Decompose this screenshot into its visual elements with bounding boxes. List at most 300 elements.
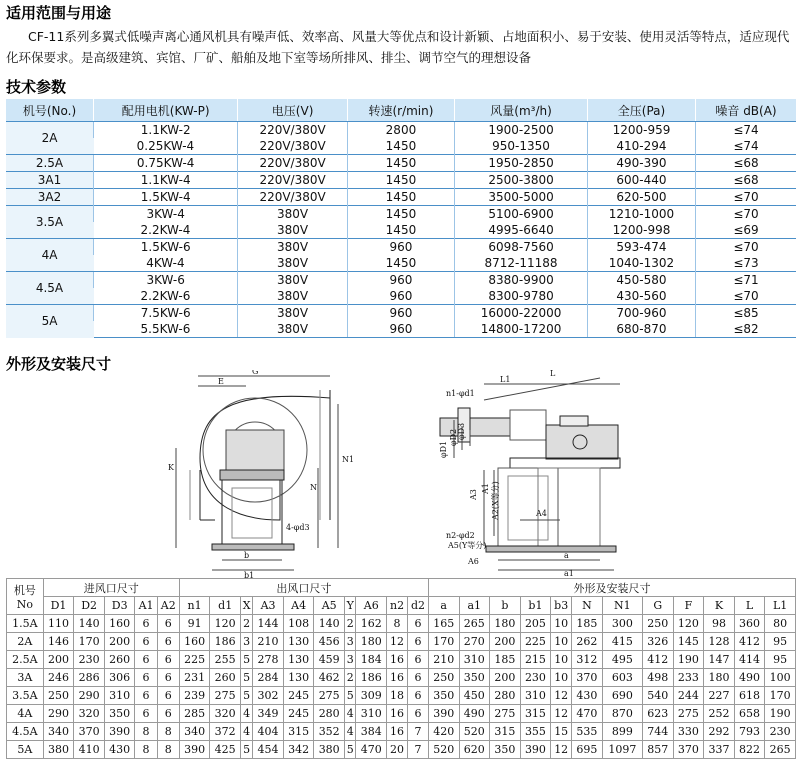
dim-cell: 91 [179, 615, 210, 633]
dim-cell: 744 [643, 723, 674, 741]
dim-cell: 430 [104, 741, 135, 759]
spec-cell: 1200-998 [587, 222, 695, 239]
dim-cell: 390 [520, 741, 551, 759]
dim-cell: 250 [43, 687, 74, 705]
spec-cell: 3KW-6 [94, 272, 238, 289]
dim-cell: 310 [356, 705, 387, 723]
dim-column-cell: a [428, 597, 459, 615]
dim-cell: 3 [344, 651, 355, 669]
spec-cell: 5.5KW-6 [94, 321, 238, 338]
spec-model-cell: 2A [6, 122, 94, 155]
spec-row [6, 122, 796, 139]
spec-cell: ≤70 [696, 288, 797, 305]
dim-cell: 315 [283, 723, 314, 741]
spec-cell: 1200-959 [587, 122, 695, 139]
spec-cell: ≤82 [696, 321, 797, 338]
label-b: b [244, 551, 250, 560]
spec-cell: 410-294 [587, 138, 695, 155]
dim-cell: 326 [643, 633, 674, 651]
dim-column-header [7, 597, 796, 615]
dim-column-cell: D3 [104, 597, 135, 615]
dim-cell: 8 [157, 741, 179, 759]
dim-inlet-header: 进风口尺寸 [43, 579, 179, 597]
spec-table-body [6, 122, 796, 338]
dim-cell: 302 [253, 687, 284, 705]
spec-cell: 380V [238, 206, 347, 223]
dim-cell: 245 [283, 705, 314, 723]
dim-cell: 210 [253, 633, 284, 651]
dim-cell: 309 [356, 687, 387, 705]
dim-cell: 95 [765, 633, 796, 651]
dim-cell: 658 [734, 705, 765, 723]
spec-cell: 14800-17200 [455, 321, 588, 338]
label-a: a [564, 551, 569, 560]
spec-cell: ≤70 [696, 189, 797, 206]
dim-cell: 618 [734, 687, 765, 705]
dim-cell: 286 [74, 669, 105, 687]
dim-cell: 244 [673, 687, 704, 705]
spec-cell: ≤74 [696, 122, 797, 139]
dim-column-cell: A1 [135, 597, 157, 615]
dim-cell: 4 [240, 705, 252, 723]
dim-cell: 320 [210, 705, 241, 723]
dim-cell: 2A [7, 633, 44, 651]
dim-cell: 6 [408, 615, 429, 633]
spec-cell: 220V/380V [238, 122, 347, 139]
dim-cell: 6 [135, 633, 157, 651]
dim-cell: 899 [602, 723, 642, 741]
dim-cell: 108 [283, 615, 314, 633]
spec-cell: 1450 [347, 172, 454, 189]
label-E: E [218, 377, 224, 386]
dim-column-cell: A5 [314, 597, 345, 615]
dim-cell: 16 [387, 705, 408, 723]
dim-cell: 180 [356, 633, 387, 651]
dim-cell: 490 [459, 705, 490, 723]
dim-cell: 337 [704, 741, 735, 759]
dim-cell: 410 [74, 741, 105, 759]
dim-cell: 6 [135, 687, 157, 705]
spec-cell: 380V [238, 222, 347, 239]
dim-cell: 6 [135, 651, 157, 669]
specs-title: 技术参数 [6, 78, 67, 96]
label-N: N [310, 483, 317, 492]
dim-cell: 310 [104, 687, 135, 705]
dim-cell: 170 [74, 633, 105, 651]
dim-cell: 535 [572, 723, 603, 741]
label-D3: φD3 [457, 422, 466, 440]
spec-row [6, 239, 796, 256]
dim-cell: 265 [459, 615, 490, 633]
spec-cell: 1210-1000 [587, 206, 695, 223]
dim-cell: 5 [240, 651, 252, 669]
label-A1: A1 [481, 483, 490, 494]
dim-cell: 3A [7, 669, 44, 687]
spec-cell: 4995-6640 [455, 222, 588, 239]
dim-cell: 130 [283, 669, 314, 687]
dim-cell: 5 [240, 669, 252, 687]
spec-row [6, 255, 796, 272]
dim-cell: 292 [704, 723, 735, 741]
dim-column-cell: A6 [356, 597, 387, 615]
label-L1: L1 [500, 375, 511, 384]
dim-cell: 6 [408, 687, 429, 705]
dim-cell: 16 [387, 669, 408, 687]
dim-column-cell: D2 [74, 597, 105, 615]
dim-cell: 6 [157, 651, 179, 669]
dim-cell: 412 [643, 651, 674, 669]
dim-cell: 8 [387, 615, 408, 633]
dim-cell: 3 [240, 633, 252, 651]
dim-column-cell: X [240, 597, 252, 615]
dim-cell: 16 [387, 723, 408, 741]
spec-cell: 2.2KW-4 [140, 222, 191, 237]
dim-cell: 225 [520, 633, 551, 651]
label-N1: N1 [342, 455, 355, 464]
dim-cell: 355 [520, 723, 551, 741]
spec-header-cell: 全压(Pa) [587, 99, 695, 122]
dim-cell: 100 [765, 669, 796, 687]
spec-cell: 8380-9900 [455, 272, 588, 289]
dim-cell: 230 [520, 669, 551, 687]
dim-cell: 315 [490, 723, 521, 741]
spec-cell: 2.2KW-6 [140, 288, 191, 303]
dim-cell: 285 [179, 705, 210, 723]
dim-cell: 20 [387, 741, 408, 759]
dim-cell: 6 [408, 633, 429, 651]
spec-model-cell: 4A [6, 239, 94, 272]
dim-column-cell: A2 [157, 597, 179, 615]
dim-row [7, 705, 796, 723]
dim-cell: 300 [602, 615, 642, 633]
dim-cell: 6 [157, 669, 179, 687]
dim-cell: 470 [572, 705, 603, 723]
spec-cell: 960 [347, 305, 454, 322]
dim-cell: 250 [428, 669, 459, 687]
dim-cell: 4.5A [7, 723, 44, 741]
spec-model-cell: 4.5A [6, 272, 94, 305]
dim-column-cell: L1 [765, 597, 796, 615]
dim-cell: 190 [765, 705, 796, 723]
spec-cell: ≤73 [696, 255, 797, 272]
label-b1: b1 [244, 571, 255, 578]
dim-row [7, 633, 796, 651]
dim-cell: 420 [428, 723, 459, 741]
dim-cell: 425 [210, 741, 241, 759]
spec-cell: ≤71 [696, 272, 797, 289]
dim-cell: 10 [551, 633, 572, 651]
spec-cell: 1450 [347, 138, 454, 155]
dim-cell: 98 [704, 615, 735, 633]
dim-cell: 4 [240, 723, 252, 741]
spec-cell: 220V/380V [238, 138, 347, 155]
spec-cell: ≤68 [696, 172, 797, 189]
dim-cell: 6 [135, 669, 157, 687]
dim-cell: 1.5A [7, 615, 44, 633]
dim-cell: 140 [314, 615, 345, 633]
spec-row [6, 288, 796, 305]
dim-cell: 200 [490, 669, 521, 687]
dim-cell: 2.5A [7, 651, 44, 669]
dim-row [7, 669, 796, 687]
spec-cell: 1450 [347, 155, 454, 172]
label-G: G [252, 370, 259, 376]
dim-cell: 262 [572, 633, 603, 651]
spec-header-cell: 噪音 dB(A) [696, 99, 797, 122]
label-L: L [550, 370, 556, 378]
spec-cell: 2500-3800 [455, 172, 588, 189]
dim-cell: 205 [520, 615, 551, 633]
dim-row [7, 615, 796, 633]
dimension-table [6, 578, 796, 759]
dim-cell: 414 [734, 651, 765, 669]
dim-cell: 4 [344, 705, 355, 723]
dim-cell: 2 [344, 615, 355, 633]
spec-cell: 380V [238, 321, 347, 338]
spec-cell: 960 [347, 239, 454, 256]
spec-cell: 1450 [347, 255, 454, 272]
dim-column-cell: b1 [520, 597, 551, 615]
dim-cell: 290 [74, 687, 105, 705]
dim-cell: 18 [387, 687, 408, 705]
dim-cell: 210 [428, 651, 459, 669]
spec-row [6, 222, 796, 239]
dim-cell: 185 [490, 651, 521, 669]
spec-cell: 380V [238, 305, 347, 322]
dim-column-cell: D1 [43, 597, 74, 615]
dim-cell: 390 [428, 705, 459, 723]
spec-row [6, 138, 796, 155]
dim-outlet-header: 出风口尺寸 [179, 579, 428, 597]
dim-cell: 370 [673, 741, 704, 759]
dim-column-cell: d2 [408, 597, 429, 615]
spec-cell: 380V [238, 288, 347, 305]
spec-cell: 380V [238, 255, 347, 272]
dim-group-header [7, 579, 796, 597]
spec-header-cell: 电压(V) [238, 99, 347, 122]
dim-cell: 6 [135, 615, 157, 633]
spec-cell: 1.1KW-2 [94, 122, 238, 139]
dim-column-cell: b3 [551, 597, 572, 615]
dim-cell: 144 [253, 615, 284, 633]
dim-cell: 6 [408, 651, 429, 669]
label-A6: A6 [468, 557, 479, 566]
dim-cell: 390 [179, 741, 210, 759]
spec-cell: 380V [238, 239, 347, 256]
drawings-area [0, 370, 800, 578]
dim-cell: 6 [157, 687, 179, 705]
intro-paragraph: CF-11系列多翼式低噪声离心通风机具有噪声低、效率高、风量大等优点和设计新颖、占地面积小、易于安装、使用灵活等特点，适应现代化环保要求。是高级建筑、宾馆、厂矿、船舶及地下室等场所排风、排尘、调节空气的理想设备 [6, 29, 790, 65]
dim-cell: 306 [104, 669, 135, 687]
dim-cell: 170 [428, 633, 459, 651]
dim-cell: 7 [408, 723, 429, 741]
dim-cell: 110 [43, 615, 74, 633]
dim-cell: 12 [551, 687, 572, 705]
spec-cell: 1950-2850 [455, 155, 588, 172]
dim-cell: 6 [157, 705, 179, 723]
dim-install-header: 外形及安装尺寸 [428, 579, 795, 597]
dim-cell: 145 [673, 633, 704, 651]
dim-cell: 340 [179, 723, 210, 741]
dim-column-cell: n2 [387, 597, 408, 615]
dim-column-cell: A3 [253, 597, 284, 615]
dim-cell: 120 [210, 615, 241, 633]
spec-cell: ≤69 [696, 222, 797, 239]
dim-cell: 340 [43, 723, 74, 741]
dim-cell: 5 [240, 687, 252, 705]
spec-cell: 1450 [347, 206, 454, 223]
dim-cell: 275 [490, 705, 521, 723]
dim-model-header [7, 579, 44, 615]
dim-cell: 456 [314, 633, 345, 651]
dim-cell: 8 [135, 723, 157, 741]
dim-row [7, 651, 796, 669]
dim-row [7, 687, 796, 705]
dim-cell: 280 [314, 705, 345, 723]
dim-cell: 128 [704, 633, 735, 651]
spec-cell: 600-440 [587, 172, 695, 189]
dim-cell: 184 [356, 651, 387, 669]
spec-cell: ≤70 [696, 239, 797, 256]
dim-cell: 498 [643, 669, 674, 687]
spec-cell: 3KW-4 [94, 206, 238, 223]
dim-cell: 352 [314, 723, 345, 741]
spec-header-cell: 配用电机(KW-P) [94, 99, 238, 122]
dim-column-cell: a1 [459, 597, 490, 615]
dim-cell: 2 [240, 615, 252, 633]
label-D1: φD1 [439, 440, 448, 458]
dim-cell: 690 [602, 687, 642, 705]
dim-cell: 330 [673, 723, 704, 741]
dim-cell: 8 [135, 741, 157, 759]
spec-cell: 16000-22000 [455, 305, 588, 322]
dim-cell: 275 [314, 687, 345, 705]
dim-cell: 130 [283, 633, 314, 651]
dim-cell: 7 [408, 741, 429, 759]
dim-cell: 1097 [602, 741, 642, 759]
dim-cell: 270 [459, 633, 490, 651]
dim-cell: 140 [74, 615, 105, 633]
dim-cell: 255 [210, 651, 241, 669]
spec-cell: 220V/380V [238, 155, 347, 172]
dim-model-label: 机号 [13, 584, 36, 597]
dim-row [7, 741, 796, 759]
dim-cell: 5 [240, 741, 252, 759]
dim-cell: 5A [7, 741, 44, 759]
label-K: K [168, 463, 174, 472]
dim-cell: 520 [428, 741, 459, 759]
fan-front-view-drawing [0, 370, 800, 578]
dim-cell: 227 [704, 687, 735, 705]
dim-cell: 695 [572, 741, 603, 759]
dim-cell: 315 [520, 705, 551, 723]
dim-cell: 160 [179, 633, 210, 651]
spec-cell: ≤70 [696, 206, 797, 223]
dim-cell: 370 [74, 723, 105, 741]
dim-cell: 3.5A [7, 687, 44, 705]
dim-cell: 404 [253, 723, 284, 741]
spec-cell: 8300-9780 [455, 288, 588, 305]
dim-cell: 430 [572, 687, 603, 705]
dim-cell: 540 [643, 687, 674, 705]
dim-cell: 459 [314, 651, 345, 669]
dim-cell: 310 [520, 687, 551, 705]
dim-cell: 857 [643, 741, 674, 759]
spec-cell: 5100-6900 [455, 206, 588, 223]
dim-cell: 4 [344, 723, 355, 741]
spec-row [6, 305, 796, 322]
spec-cell: 8712-11188 [455, 255, 588, 272]
spec-model-cell: 3.5A [6, 206, 94, 239]
spec-cell: 680-870 [587, 321, 695, 338]
dim-cell: 250 [643, 615, 674, 633]
spec-row [6, 321, 796, 338]
dim-cell: 350 [428, 687, 459, 705]
label-n1-d1: n1-φd1 [446, 389, 475, 398]
dim-cell: 12 [551, 705, 572, 723]
dim-cell: 3 [344, 633, 355, 651]
dim-table-body [7, 615, 796, 759]
spec-table [6, 99, 796, 338]
dim-cell: 280 [490, 687, 521, 705]
dim-cell: 6 [408, 669, 429, 687]
dim-cell: 6 [135, 705, 157, 723]
dim-cell: 6 [157, 633, 179, 651]
dim-row [7, 723, 796, 741]
dim-cell: 290 [43, 705, 74, 723]
dim-cell: 380 [43, 741, 74, 759]
dim-cell: 6 [157, 615, 179, 633]
dim-cell: 350 [104, 705, 135, 723]
spec-model-cell: 3A1 [6, 172, 94, 189]
dim-column-cell: F [673, 597, 704, 615]
dim-cell: 310 [459, 651, 490, 669]
dim-column-cell: G [643, 597, 674, 615]
dim-cell: 4A [7, 705, 44, 723]
spec-cell: 3500-5000 [455, 189, 588, 206]
spec-cell: 490-390 [587, 155, 695, 172]
label-a1: a1 [564, 569, 574, 578]
dim-column-cell: n1 [179, 597, 210, 615]
spec-cell: 0.25KW-4 [136, 138, 195, 153]
dim-cell: 10 [551, 651, 572, 669]
spec-cell: 593-474 [587, 239, 695, 256]
label-4-d3: 4-φd3 [286, 523, 310, 532]
dim-cell: 246 [43, 669, 74, 687]
dim-cell: 10 [551, 615, 572, 633]
spec-cell: 620-500 [587, 189, 695, 206]
dim-cell: 180 [490, 615, 521, 633]
dim-cell: 490 [734, 669, 765, 687]
spec-cell: 0.75KW-4 [94, 155, 238, 172]
dim-cell: 260 [104, 651, 135, 669]
dim-cell: 95 [765, 651, 796, 669]
dim-cell: 495 [602, 651, 642, 669]
dim-cell: 231 [179, 669, 210, 687]
spec-model-cell: 5A [6, 305, 94, 338]
dim-cell: 620 [459, 741, 490, 759]
dim-cell: 147 [704, 651, 735, 669]
spec-cell: 7.5KW-6 [94, 305, 238, 322]
spec-row [6, 189, 796, 206]
dim-cell: 80 [765, 615, 796, 633]
dim-cell: 120 [673, 615, 704, 633]
label-D2: φD2 [449, 428, 458, 446]
dim-cell: 230 [765, 723, 796, 741]
spec-cell: 220V/380V [238, 172, 347, 189]
label-A5: A5(Y等分) [448, 541, 487, 550]
label-n2-d2: n2-φd2 [446, 531, 475, 540]
